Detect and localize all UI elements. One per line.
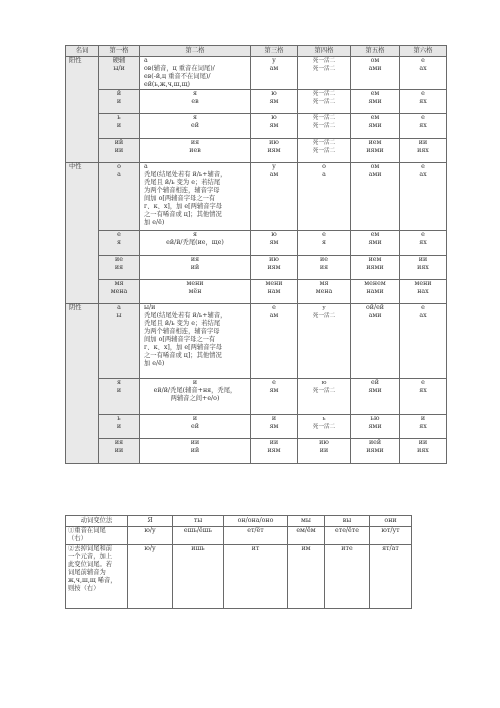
case-5-ending: ью ями (351, 415, 400, 439)
case-6-ending: ии иях (400, 139, 447, 163)
case-5-ending: ей ями (351, 379, 400, 415)
declension-row (66, 280, 447, 304)
declension-row (66, 139, 447, 163)
case-3-ending: е ам (251, 304, 298, 379)
case-3-ending: ии иям (251, 439, 298, 464)
case-4-ending: 死一活二 死一活二 (298, 57, 351, 90)
case-5-ending: ием иями (351, 256, 400, 280)
case-2-ending: я ей/й/秃尾(ие，ще) (140, 231, 251, 256)
case-4-ending: о а (298, 163, 351, 231)
verb-header-oni: они (370, 516, 412, 527)
case-1-ending: е я (99, 231, 140, 256)
case-6-ending: е ях (400, 231, 447, 256)
case-3-ending: е ям (251, 379, 298, 415)
header-case-1: 第一格 (99, 46, 140, 57)
case-6-ending: ии иях (400, 256, 447, 280)
case-1-ending: мя мена (99, 280, 140, 304)
declension-row (66, 256, 447, 280)
case-6-ending: мени нах (400, 280, 447, 304)
conjugation-ending: ет/ёт (224, 527, 288, 545)
header-noun: 名词 (66, 46, 99, 57)
case-1-ending: ий ии (99, 139, 140, 163)
case-3-ending: ю ям (251, 90, 298, 114)
conjugation-ending: ит (224, 545, 288, 609)
verb-header-method: 动词变位法 (66, 516, 128, 527)
declension-row (66, 231, 447, 256)
case-2-ending: а 秃尾(结尾处若有 й/ь+辅音， 秃尾且 й/ь 变为 е；若结尾 为两个辅音相连，辅音字母 间加 о[两辅音字母之一有 г、к、х]，加 е[两辅音字母 之一有唏音或 ц]；其他情况 加 е/ё) (140, 163, 251, 231)
case-2-ending: я ей (140, 114, 251, 139)
case-1-ending: ь и (99, 114, 140, 139)
case-2-ending: ия иев (140, 139, 251, 163)
declension-row (66, 379, 447, 415)
case-6-ending: е ах (400, 57, 447, 90)
case-4-ending: 死一活二 死一活二 (298, 90, 351, 114)
case-6-ending: е ах (400, 163, 447, 231)
case-1-ending: а ы (99, 304, 140, 379)
conjugation-ending: ем/ём (288, 527, 325, 545)
declension-row (66, 439, 447, 464)
case-3-ending: ю ям (251, 231, 298, 256)
case-6-ending: и ях (400, 415, 447, 439)
case-1-ending: 硬辅 ы/и (99, 57, 140, 90)
header-case-2: 第二格 (140, 46, 251, 57)
header-case-5: 第五格 (351, 46, 400, 57)
case-3-ending: у ам (251, 163, 298, 231)
conjugation-ending: ят/ат (370, 545, 412, 609)
case-1-ending: ия ии (99, 439, 140, 464)
case-2-ending: мени мён (140, 280, 251, 304)
header-case-3: 第三格 (251, 46, 298, 57)
case-4-ending: у 死一活二 (298, 304, 351, 379)
conjugation-ending: ите (325, 545, 370, 609)
case-4-ending: 死一活二 死一活二 (298, 139, 351, 163)
case-1-ending: й и (99, 90, 140, 114)
verb-header-ya: Я (128, 516, 173, 527)
gender-label: 阴性 (66, 304, 99, 464)
case-2-ending: ы/и 秃尾(结尾处若有 й/ь+辅音， 秃尾且 й/ь 变为 е；若结尾 为两个辅音相连，辅音字母 间加 о[两辅音字母之一有 г、к、х]，加 е[两辅音字母 之一有唏音或 ц]；其他情况 加 е/ё) (140, 304, 251, 379)
case-5-ending: ией иями (351, 439, 400, 464)
case-4-ending: ие ия (298, 256, 351, 280)
case-4-ending: е я (298, 231, 351, 256)
case-2-ending: я ев (140, 90, 251, 114)
case-6-ending: е ях (400, 379, 447, 415)
case-2-ending: ия ий (140, 256, 251, 280)
conjugation-ending: ю/у (128, 545, 173, 609)
case-4-ending: ю 死一活二 (298, 379, 351, 415)
gender-label: 阳性 (66, 57, 99, 163)
case-3-ending: ию иям (251, 139, 298, 163)
conjugation-ending: ю/у (128, 527, 173, 545)
case-6-ending: е ях (400, 90, 447, 114)
case-4-ending: 死一活二 死一活二 (298, 114, 351, 139)
conjugation-row (66, 545, 412, 609)
case-5-ending: ем ями (351, 114, 400, 139)
case-3-ending: у ам (251, 57, 298, 90)
case-3-ending: и ям (251, 415, 298, 439)
declension-body (66, 57, 447, 464)
case-4-ending: мя мена (298, 280, 351, 304)
header-row (66, 46, 447, 57)
conjugation-row (66, 527, 412, 545)
case-5-ending: ем ями (351, 231, 400, 256)
declension-row (66, 415, 447, 439)
case-2-ending: а ов(辅音，ц 重音在词尾)/ ев(-й,ц 重音不在词尾)/ ей(ь,ж,ч,ш,щ) (140, 57, 251, 90)
declension-row (66, 114, 447, 139)
declension-row (66, 57, 447, 90)
case-4-ending: ь 死一活二 (298, 415, 351, 439)
verb-header-my: мы (288, 516, 325, 527)
declension-row (66, 90, 447, 114)
conjugation-method: ②去掉词尾和前 一个元音，加上 此变位词尾。若 词尾前辅音为 ж,ч,ш,щ 唏音， 则按（右） (66, 545, 128, 609)
noun-declension-table (65, 45, 447, 464)
conjugation-ending: им (288, 545, 325, 609)
case-2-ending: и ей (140, 415, 251, 439)
conjugation-ending: ют/ут (370, 527, 412, 545)
verb-header-vy: вы (325, 516, 370, 527)
verb-header-on: он/она/оно (224, 516, 288, 527)
case-2-ending: ии ий (140, 439, 251, 464)
gender-label: 中性 (66, 163, 99, 304)
case-5-ending: ием иями (351, 139, 400, 163)
case-5-ending: ем ями (351, 90, 400, 114)
conjugation-ending: ишь (173, 545, 224, 609)
case-6-ending: е ах (400, 304, 447, 379)
declension-row (66, 304, 447, 379)
case-6-ending: е ях (400, 114, 447, 139)
case-3-ending: ию иям (251, 256, 298, 280)
conjugation-ending: ете/ёте (325, 527, 370, 545)
case-1-ending: ь и (99, 415, 140, 439)
case-1-ending: я и (99, 379, 140, 415)
header-case-6: 第六格 (400, 46, 447, 57)
case-5-ending: ом ами (351, 163, 400, 231)
header-case-4: 第四格 (298, 46, 351, 57)
case-4-ending: ию ии (298, 439, 351, 464)
declension-row (66, 163, 447, 231)
verb-header-ty: ты (173, 516, 224, 527)
verb-header-row (66, 516, 412, 527)
conjugation-ending: ешь/ёшь (173, 527, 224, 545)
case-1-ending: о а (99, 163, 140, 231)
conjugation-body (66, 527, 412, 609)
verb-conjugation-table (65, 515, 412, 609)
case-5-ending: менем нами (351, 280, 400, 304)
case-6-ending: ии иях (400, 439, 447, 464)
case-2-ending: и ей/й/秃尾(辅音+ня，秃尾， 两辅音之间+е/о) (140, 379, 251, 415)
case-3-ending: ю ям (251, 114, 298, 139)
case-5-ending: ой/ей ами (351, 304, 400, 379)
conjugation-method: ①重音在词尾 （右） (66, 527, 128, 545)
case-5-ending: ом ами (351, 57, 400, 90)
case-1-ending: ие ия (99, 256, 140, 280)
case-3-ending: мени нам (251, 280, 298, 304)
